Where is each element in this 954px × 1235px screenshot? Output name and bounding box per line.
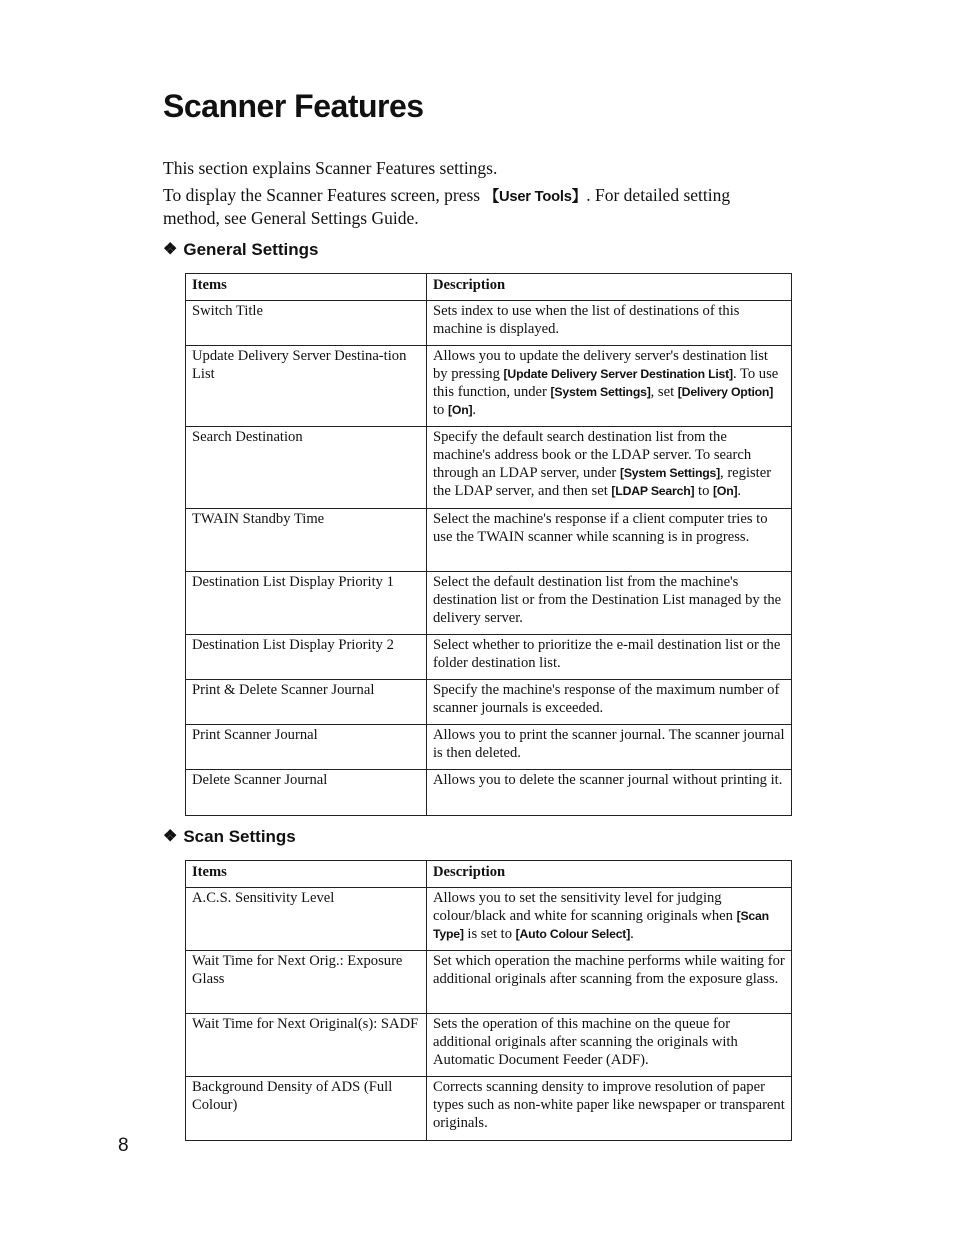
description-text: to — [694, 483, 714, 499]
table-row — [186, 301, 792, 346]
description-cell — [427, 951, 792, 1014]
description-text: , register the LDAP server, and then set — [433, 465, 772, 499]
key-label: [Auto Colour Select] — [515, 927, 631, 941]
diamond-bullet-icon: ❖ — [163, 241, 178, 258]
description-text: Sets index to use when the list of destinations of this machine is displayed. — [433, 303, 740, 337]
key-label: [Delivery Option] — [677, 385, 774, 399]
table-row — [186, 509, 792, 572]
key-label: [Scan Type] — [433, 909, 769, 941]
description-cell — [427, 635, 792, 680]
description-cell — [427, 1014, 792, 1077]
table-header-row — [186, 274, 792, 301]
item-cell: Delete Scanner Journal — [186, 770, 427, 816]
table-row — [186, 888, 792, 951]
description-text: . — [472, 402, 477, 418]
description-text: Allows you to print the scanner journal. The scanner journal is then deleted. — [433, 727, 785, 761]
description-text: to — [433, 402, 448, 418]
key-label: [LDAP Search] — [611, 484, 695, 498]
scan-settings-heading — [163, 827, 296, 847]
description-cell — [427, 770, 792, 816]
item-cell: Search Destination — [186, 427, 427, 509]
intro-text: This section explains Scanner Features settings. — [163, 158, 498, 178]
description-cell — [427, 888, 792, 951]
description-text: Specify the default search destination list from the machine's address book or the LDAP server. To search through an LDAP server, under — [433, 429, 752, 481]
description-cell — [427, 572, 792, 635]
description-column-header: Description — [427, 861, 792, 888]
general-settings-heading — [163, 240, 318, 260]
table-row — [186, 725, 792, 770]
description-text: Set which operation the machine performs while waiting for additional originals after scanning from the exposure glass. — [433, 953, 785, 987]
intro-paragraph — [163, 158, 791, 179]
description-text: Corrects scanning density to improve resolution of paper types such as non-white paper like newspaper or transparent originals. — [433, 1079, 785, 1131]
item-cell: Switch Title — [186, 301, 427, 346]
general-settings-table — [185, 273, 792, 816]
description-cell — [427, 725, 792, 770]
description-text: . To use this function, under — [433, 366, 779, 400]
table-row — [186, 1014, 792, 1077]
item-cell: Destination List Display Priority 2 — [186, 635, 427, 680]
description-column-header: Description — [427, 274, 792, 301]
items-column-header: Items — [186, 861, 427, 888]
description-text: Select whether to prioritize the e-mail destination list or the folder destination list. — [433, 637, 781, 671]
description-text: . — [737, 483, 742, 499]
general-settings-title: General Settings — [183, 240, 319, 259]
description-cell — [427, 301, 792, 346]
description-text: Specify the machine's response of the maximum number of scanner journals is exceeded. — [433, 682, 780, 716]
item-cell: Update Delivery Server Destina-tion List — [186, 346, 427, 427]
table-row — [186, 770, 792, 816]
table-row — [186, 346, 792, 427]
key-label: [On] — [713, 484, 738, 498]
key-label: [Update Delivery Server Destination List] — [503, 367, 733, 381]
item-cell: TWAIN Standby Time — [186, 509, 427, 572]
table-row — [186, 951, 792, 1014]
items-column-header: Items — [186, 274, 427, 301]
table-header-row — [186, 861, 792, 888]
description-text: Allows you to update the delivery server's destination list by pressing — [433, 348, 768, 382]
key-label: [System Settings] — [550, 385, 651, 399]
scan-settings-table — [185, 860, 792, 1141]
scan-settings-title: Scan Settings — [183, 827, 296, 846]
item-cell: Print Scanner Journal — [186, 725, 427, 770]
instructions-text-end: . For detailed setting method, see General Settings Guide. — [163, 185, 731, 228]
table-row — [186, 635, 792, 680]
page-number: 8 — [118, 1135, 129, 1156]
instructions-text-start: To display the Scanner Features screen, press — [163, 185, 485, 205]
key-label: [System Settings] — [619, 466, 721, 480]
table-row — [186, 1077, 792, 1141]
description-cell — [427, 427, 792, 509]
item-cell: Wait Time for Next Orig.: Exposure Glass — [186, 951, 427, 1014]
description-cell — [427, 1077, 792, 1141]
description-cell — [427, 346, 792, 427]
key-label: [On] — [448, 403, 473, 417]
page-title: Scanner Features — [163, 88, 424, 124]
table-row — [186, 680, 792, 725]
instructions-paragraph — [163, 185, 791, 229]
description-text: , set — [650, 384, 678, 400]
description-text: is set to — [463, 926, 516, 942]
user-tools-key: 【User Tools】 — [484, 189, 587, 205]
item-cell: A.C.S. Sensitivity Level — [186, 888, 427, 951]
item-cell: Print & Delete Scanner Journal — [186, 680, 427, 725]
description-cell — [427, 680, 792, 725]
item-cell: Destination List Display Priority 1 — [186, 572, 427, 635]
item-cell: Background Density of ADS (Full Colour) — [186, 1077, 427, 1141]
diamond-bullet-icon: ❖ — [163, 828, 178, 845]
description-text: Allows you to delete the scanner journal without printing it. — [433, 772, 783, 788]
description-text: Sets the operation of this machine on the queue for additional originals after scanning the originals with Automatic Document Feeder (ADF). — [433, 1016, 738, 1068]
description-text: . — [630, 926, 634, 942]
table-row — [186, 427, 792, 509]
description-text: Allows you to set the sensitivity level for judging colour/black and white for scanning originals when — [433, 890, 737, 924]
description-cell — [427, 509, 792, 572]
description-text: Select the machine's response if a client computer tries to use the TWAIN scanner while scanning is in progress. — [433, 511, 768, 545]
item-cell: Wait Time for Next Original(s): SADF — [186, 1014, 427, 1077]
table-row — [186, 572, 792, 635]
description-text: Select the default destination list from the machine's destination list or from the Destination List managed by the delivery server. — [433, 574, 782, 626]
